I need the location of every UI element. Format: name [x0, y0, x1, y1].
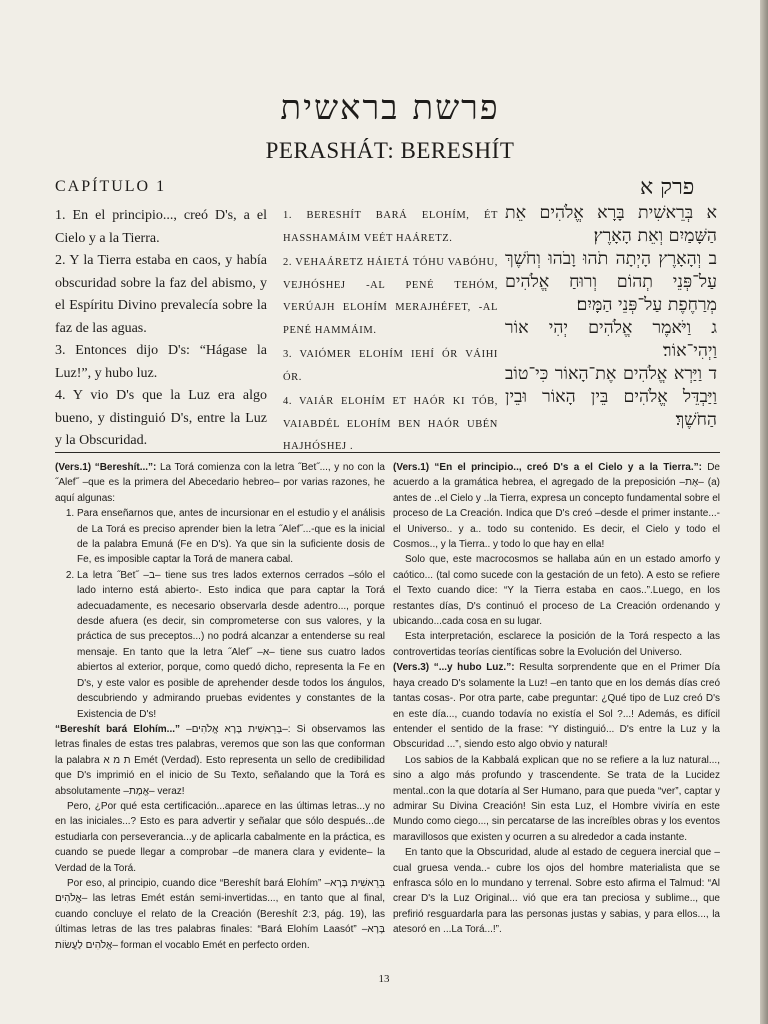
- commentary-paragraph: En tanto que la Obscuridad, alude al estado de ceguera inercial que –cual gruesa venda..- cubre los ojos del hombre materialista que se enfrasca sólo en lo mundano y terrenal. Sobre esto afirma el Talmud: “Al crear D's la Luz Original... vió que era tan preciosa y sublime.., que prefirió resguardarla para las personas justas y sabias, y para ellos..., la atesoró en ...La Torá...!”.: [393, 847, 720, 936]
- transliteration-verse: 3. VAIÓMER ELOHÍM IEHÍ ÓR VÁIHI ÓR.: [283, 349, 498, 383]
- commentary-right-column: [393, 460, 720, 938]
- verse-reference: (Vers.3) “...y hubo Luz.”:: [393, 662, 515, 674]
- transliteration-verse: 4. VAIÁR ELOHÍM ET HAÓR KI TÓB, VAIABDÉL ELOHÍM BEN HAÓR UBÉN HAJHÓSHEJ .: [283, 396, 498, 452]
- commentary-paragraph: Solo que, este macrocosmos se hallaba aún en un estado amorfo y caótico... (tal como sucede con la gestación de un feto). A esto se refiere el Texto cuando dice: “Y la Tierra estaba en caos..”.Luego, en los restantes días, D's continuó el proceso de La Creación ordenando y ubicando...cada cosa en su lugar.: [393, 554, 720, 628]
- commentary-paragraph: (Vers.3) “...y hubo Luz.”: Resulta sorprendente que en el Primer Día haya creado D's solamente la Luz! –en tanto que en los demás días creó tantas cosas-. Por otra parte, cabe preguntar: ¿Qué tipo de Luz creó D's en este día..., cuando todavía no existía el Sol ?...! Además, es difícil entender el sentido de la frase: “Y distinguió... D's entre la Luz y la Obscuridad ...”, siendo esto algo obvio y natural!: [393, 662, 721, 751]
- commentary-paragraph: Pero, ¿Por qué esta certificación...aparece en las últimas letras...y no en las iniciales...? Esto es para advertir y señalar que sólo después...de estudiarla con perseverancia...y de aplicarla cabalmente en la práctica, es cuando se puede llegar a comprobar –de manera clara y evidente– la Verdad de la Torá.: [55, 800, 385, 874]
- spanish-verse: 4. Y vio D's que la Luz era algo bueno, y distinguió D's, entre la Luz y la Obscuridad.: [55, 388, 267, 448]
- hebrew-verse: ב וְהָאָרֶץ הָיְתָה תֹהוּ וָבֹהוּ וְחֹשֶׁךְ עַל־פְּנֵי תְהוֹם וְרוּחַ אֱלֹהִים מְרַחֶפֶת עַל־פְּנֵי הַמָּיִם׃: [505, 249, 717, 315]
- commentary-paragraph: Por eso, al principio, cuando dice “Bereshít bará Elohím” –בְּרֵאשִׁית בָּרָא אֱלֹהִים– las letras Emét están semi-invertidas..., en tanto que al final, cuando concluye el relato de la Creación (Bereshít 2:3, pág. 19), las últimas letras de las tres palabras finales: “Bará Elohím Laasót” –בָּרָא אֱלֹהִים לַעֲשׂוֹת– forman el vocablo Emét en perfecto orden.: [55, 877, 386, 951]
- page-title: PERASHÁT: BERESHÍT: [265, 138, 515, 163]
- commentary-paragraph: Los sabios de la Kabbalá explican que no se refiere a la luz natural..., sino a algo más profundo y trascendente. Se trata de la Lucidez mental..con la que dotaría al Ser Humano, para que pueda “ver”, captar y admirar Su Divina Creación! Sin esta Luz, el Hombre viviría en este Mundo como ciego..., sin percatarse de las increíbles obras y los eventos maravillosos que existen y ocurren a su alrededor a cada instante.: [393, 754, 720, 843]
- hebrew-verse: ד וַיַּרְא אֱלֹהִים אֶת־הָאוֹר כִּי־טוֹב וַיַּבְדֵּל אֱלֹהִים בֵּין הָאוֹר וּבֵין הַחֹשֶׁךְ׃: [505, 364, 717, 430]
- verse-reference: “Bereshít bará Elohím...”: [55, 723, 181, 735]
- verse-reference: (Vers.1) “Bereshít...”:: [55, 462, 157, 473]
- spanish-verses-column: [55, 205, 267, 453]
- perek-label: פרק א: [640, 175, 695, 200]
- commentary-left-column: [55, 460, 385, 953]
- spanish-verse: 1. En el principio..., creó D's, a el Cielo y a la Tierra.: [55, 208, 267, 246]
- chapter-label: CAPÍTULO 1: [55, 178, 167, 195]
- book-spine-shadow: [760, 0, 768, 1024]
- spanish-verse: 3. Entonces dijo D's: “Hágase la Luz!”, y hubo luz.: [55, 343, 267, 381]
- transliteration-column: [283, 205, 498, 459]
- transliteration-verse: 1. BERESHÍT BARÁ ELOHÍM, ÉT HASSHAMÁIM VEÉT HAÁRETZ.: [283, 210, 498, 244]
- transliteration-verse: 2. VEHAÁRETZ HÁIETÁ TÓHU VABÓHU, VEJHÓSHEJ -AL PENÉ TEHÓM, VERÚAJH ELOHÍM MERAJHÉFET, -AL PENÉ HAMMÁIM.: [283, 257, 498, 336]
- commentary-paragraph: (Vers.1) “En el principio.., creó D's a el Cielo y a la Tierra.”: De acuerdo a la gramática hebrea, el agregado de la preposición –אֶת– (a) antes de ..el Cielo y ..la Tierra, expresa un concepto fundamental sobre el proceso de La Creación. Indica que D's creó –desde el primer instante...- el Universo.. y a.. todo su contenido. Es decir, el Cielo y todo el Cosmos.., y la Tierra.. y todo lo que hay en ella!: [393, 462, 720, 551]
- page-number: 13: [378, 973, 390, 985]
- list-item: 1. Para enseñarnos que, antes de incursionar en el estudio y el análisis de La Torá es preciso aprender bien la letra ˝Alef˝...-que es la inicial de la palabra Emuná (Fe en D's). Ya que sin la suficiente dosis de Fe, es imposible captar la Torá de manera cabal.: [77, 506, 385, 568]
- commentary-paragraph: Esta interpretación, esclarece la posición de la Torá respecto a las controvertidas teorías científicas sobre la Evolución del Universo.: [393, 631, 720, 658]
- hebrew-verse: ג וַיֹּאמֶר אֱלֹהִים יְהִי אוֹר וַיְהִי־אוֹר׃: [505, 318, 717, 361]
- commentary-paragraph: “Bereshít bará Elohím...” –בְּרֵאשִׁית בָּרָא אֱלֹהִים–: Si observamos las letras finales de estas tres palabras, veremos que son las que conforman la palabra ת מ א Emét (Verdad). Esto representa un sello de credibilidad que D's imprimió en el inicio de Su Texto, señalando que la Torá es absolutamente –אֱמֶת– veraz!: [55, 723, 385, 797]
- verse-reference: (Vers.1) “En el principio.., creó D's a el Cielo y a la Tierra.”:: [393, 462, 702, 473]
- hebrew-verses-column: [505, 202, 717, 432]
- spanish-verse: 2. Y la Tierra estaba en caos, y había obscuridad sobre la faz del abismo, y el Espíritu Divino prevalecía sobre la faz de las aguas.: [55, 253, 267, 336]
- hebrew-verse: א בְּרֵאשִׁית בָּרָא אֱלֹהִים אֵת הַשָּׁמַיִם וְאֵת הָאָרֶץ׃: [505, 203, 717, 246]
- list-item: 2. La letra ˝Bet˝ –ב– tiene sus tres lados externos cerrados –sólo el lado interno está abierto-. Esto indica que para captar la Torá adecuadamente, es necesario observarla desde adentro..., porque desde afuera (es decir, sin comprometerse con sus valores, y la práctica de sus preceptos...) no podrá alcanzar a entenderse su real mensaje. En tanto que la letra ˝Alef˝ –א– tiene sus cuatro lados abiertos al exterior, porque, como quedó dicho, representa la Fe en D's, y este valor es posible de aprehender desde todos los ángulos, descubriendo y admirando pruebas evidentes y constantes de la Existencia de D's!: [77, 568, 385, 722]
- hebrew-title: פרשת בראשית: [280, 88, 500, 128]
- commentary-paragraph: (Vers.1) “Bereshít...”: La Torá comienza con la letra ˝Bet˝..., y no con la ˝Alef˝ –que es la primera del Abecedario hebreo– por varias razones, he aquí algunas:: [55, 462, 385, 504]
- divider: [55, 452, 720, 453]
